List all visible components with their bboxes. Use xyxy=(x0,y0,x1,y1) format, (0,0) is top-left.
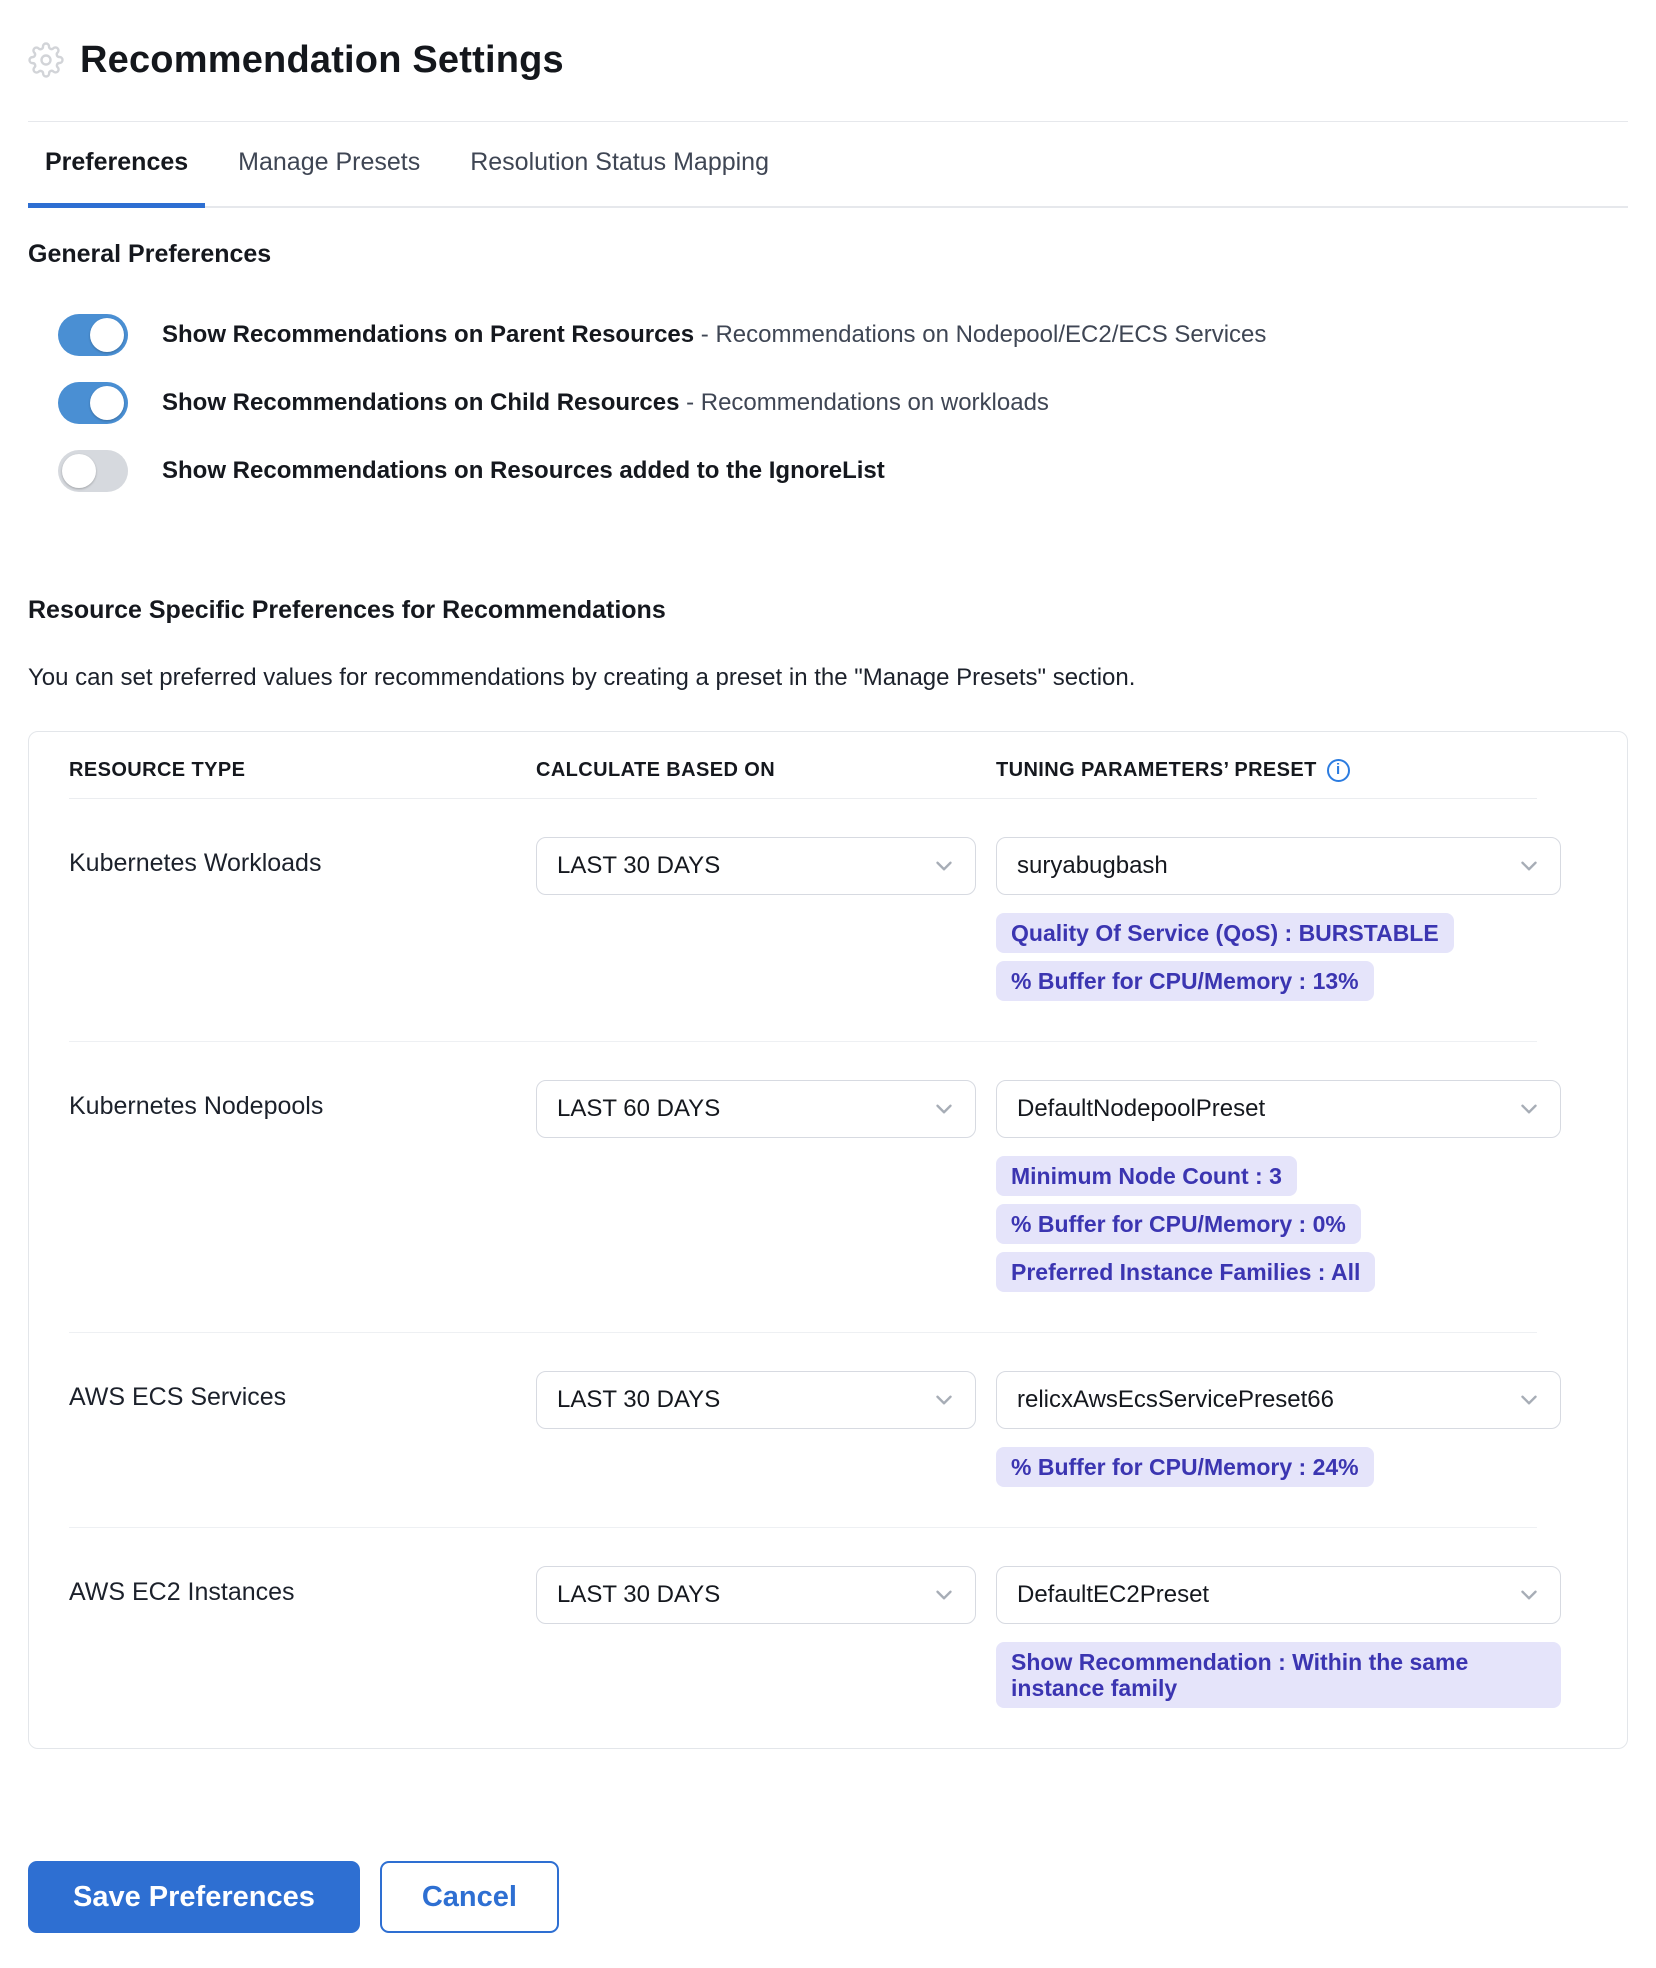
preset-select[interactable] xyxy=(996,1080,1561,1138)
resource-preferences-table xyxy=(28,731,1628,1749)
table-row xyxy=(69,1042,1537,1333)
resource-preferences-description: You can set preferred values for recommendations by creating a preset in the "Manage Presets" section. xyxy=(28,664,1136,691)
preset-chip: Preferred Instance Families : All xyxy=(996,1252,1375,1292)
chevron-down-icon xyxy=(1516,1387,1542,1413)
calculate-based-on-value: LAST 30 DAYS xyxy=(557,852,721,879)
toggle-label: Show Recommendations on Child Resources xyxy=(162,389,680,416)
cancel-button[interactable]: Cancel xyxy=(380,1861,559,1933)
toggle-knob xyxy=(90,318,124,352)
chevron-down-icon xyxy=(931,853,957,879)
table-row xyxy=(69,1333,1537,1528)
preset-chips xyxy=(996,913,1561,1001)
table-row xyxy=(69,799,1537,1042)
preset-chips xyxy=(996,1156,1561,1292)
chevron-down-icon xyxy=(1516,853,1542,879)
calculate-based-on-value: LAST 60 DAYS xyxy=(557,1095,721,1122)
calculate-based-on-select[interactable] xyxy=(536,837,976,895)
preset-select[interactable] xyxy=(996,1566,1561,1624)
preset-chips xyxy=(996,1642,1561,1708)
resource-type-label: AWS EC2 Instances xyxy=(69,1578,295,1606)
tab-bar xyxy=(28,122,1628,208)
preset-select[interactable] xyxy=(996,837,1561,895)
resource-preferences-heading: Resource Specific Preferences for Recommendations xyxy=(28,596,666,624)
footer-actions xyxy=(28,1861,1628,1933)
calculate-based-on-select[interactable] xyxy=(536,1371,976,1429)
preset-value: DefaultEC2Preset xyxy=(1017,1581,1210,1608)
tab-resolution-status-mapping[interactable]: Resolution Status Mapping xyxy=(470,148,769,176)
save-preferences-button[interactable]: Save Preferences xyxy=(28,1861,360,1933)
table-row xyxy=(69,1528,1537,1748)
toggle-knob xyxy=(62,454,96,488)
tab-preferences[interactable]: Preferences xyxy=(28,122,205,208)
toggle-knob xyxy=(90,386,124,420)
toggle-row xyxy=(58,314,1628,356)
calculate-based-on-value: LAST 30 DAYS xyxy=(557,1581,721,1608)
preset-chip: Minimum Node Count : 3 xyxy=(996,1156,1297,1196)
preset-value: DefaultNodepoolPreset xyxy=(1017,1095,1266,1122)
toggle-description: - Recommendations on workloads xyxy=(679,389,1049,416)
chevron-down-icon xyxy=(931,1582,957,1608)
calculate-based-on-value: LAST 30 DAYS xyxy=(557,1386,721,1413)
page-header xyxy=(28,30,1628,90)
toggle-label: Show Recommendations on Parent Resources xyxy=(162,321,695,348)
toggle-switch[interactable] xyxy=(58,382,128,424)
column-header-tuning-preset-label: TUNING PARAMETERS’ PRESET xyxy=(996,759,1317,781)
preset-select[interactable] xyxy=(996,1371,1561,1429)
resource-type-label: Kubernetes Nodepools xyxy=(69,1092,324,1120)
calculate-based-on-select[interactable] xyxy=(536,1566,976,1624)
resource-type-label: Kubernetes Workloads xyxy=(69,849,322,877)
toggle-label: Show Recommendations on Resources added to the IgnoreList xyxy=(162,457,885,484)
table-body xyxy=(69,799,1537,1748)
toggle-description: - Recommendations on Nodepool/EC2/ECS Services xyxy=(694,321,1267,348)
column-header-calculate-based-on: CALCULATE BASED ON xyxy=(536,759,776,781)
preset-value: relicxAwsEcsServicePreset66 xyxy=(1017,1386,1335,1413)
table-header-row xyxy=(69,732,1537,799)
general-preferences-toggles xyxy=(28,314,1628,492)
gear-icon xyxy=(28,42,64,78)
preset-chip: Quality Of Service (QoS) : BURSTABLE xyxy=(996,913,1454,953)
preset-chip: Show Recommendation : Within the same instance family xyxy=(996,1642,1561,1708)
chevron-down-icon xyxy=(1516,1096,1542,1122)
page-title: Recommendation Settings xyxy=(80,38,564,81)
preset-chip: % Buffer for CPU/Memory : 13% xyxy=(996,961,1374,1001)
chevron-down-icon xyxy=(931,1096,957,1122)
toggle-switch[interactable] xyxy=(58,450,128,492)
tab-manage-presets[interactable]: Manage Presets xyxy=(238,148,421,176)
preset-chip: % Buffer for CPU/Memory : 0% xyxy=(996,1204,1361,1244)
chevron-down-icon xyxy=(1516,1582,1542,1608)
toggle-switch[interactable] xyxy=(58,314,128,356)
info-icon[interactable] xyxy=(1327,759,1350,782)
column-header-tuning-preset xyxy=(996,758,1561,782)
chevron-down-icon xyxy=(931,1387,957,1413)
toggle-row xyxy=(58,450,1628,492)
general-preferences-heading: General Preferences xyxy=(28,240,272,268)
resource-type-label: AWS ECS Services xyxy=(69,1383,287,1411)
preset-chip: % Buffer for CPU/Memory : 24% xyxy=(996,1447,1374,1487)
preset-chips xyxy=(996,1447,1561,1487)
calculate-based-on-select[interactable] xyxy=(536,1080,976,1138)
preset-value: suryabugbash xyxy=(1017,852,1168,879)
toggle-row xyxy=(58,382,1628,424)
column-header-resource-type: RESOURCE TYPE xyxy=(69,759,246,781)
